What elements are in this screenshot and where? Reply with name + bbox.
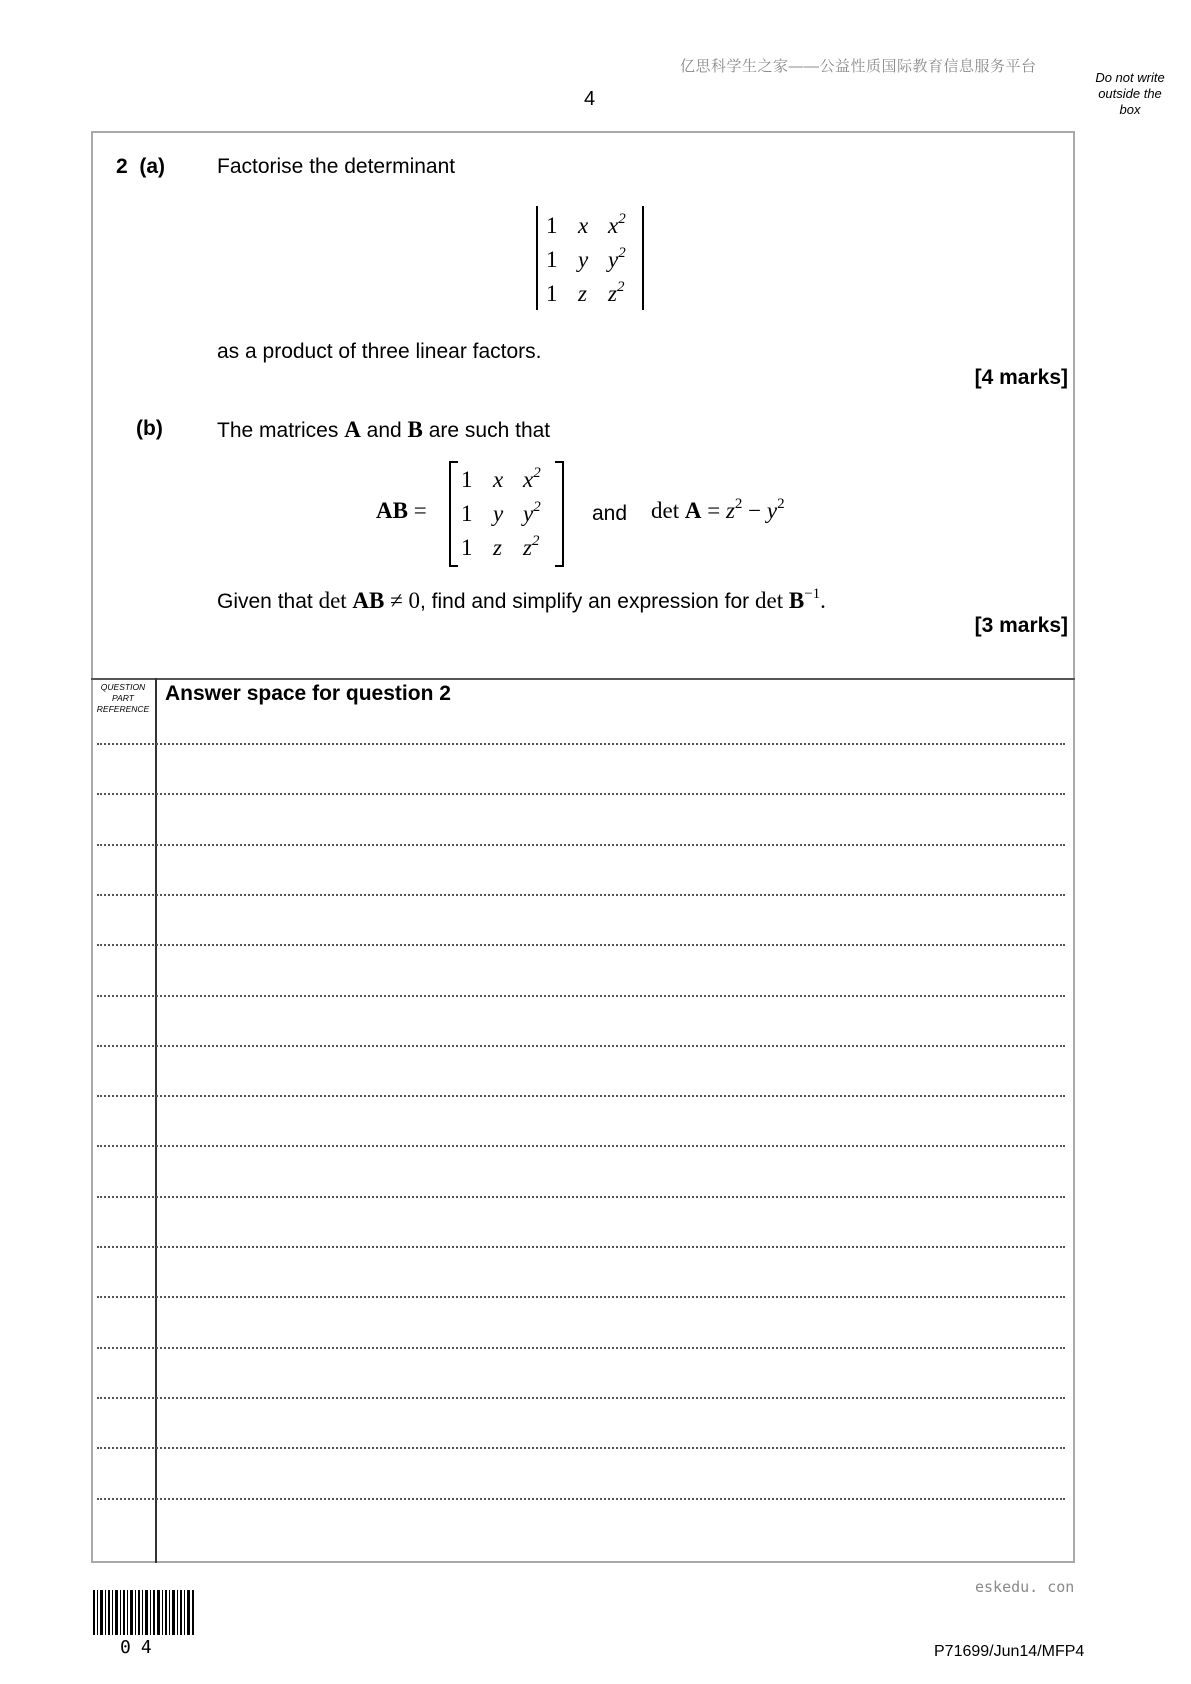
answer-line[interactable]: [97, 793, 1065, 795]
answer-line[interactable]: [97, 1095, 1065, 1097]
matrix-row: [461, 531, 541, 565]
det-a-expression: $\det A = z^2 - y^2$: [651, 496, 785, 523]
watermark-header: 亿思科学生之家——公益性质国际教育信息服务平台: [680, 58, 1037, 75]
answer-line[interactable]: [97, 743, 1065, 745]
margin-note-line: Do not write: [1095, 70, 1165, 85]
matrix-row: [461, 463, 541, 497]
connector-and: and: [592, 502, 628, 525]
matrix-right-bracket: [555, 461, 564, 567]
ref-label-line: PART: [112, 693, 134, 703]
matrix-cell: 1: [461, 535, 473, 560]
footer-site: eskedu. con: [975, 1578, 1075, 1596]
answer-line[interactable]: [97, 844, 1065, 846]
part-a-marks: [4 marks]: [974, 366, 1068, 389]
answer-line[interactable]: [97, 1045, 1065, 1047]
question-part-reference-label: [93, 682, 153, 715]
matrix-row: [461, 497, 541, 531]
matrix-ab: [441, 461, 565, 567]
margin-note-line: box: [1119, 102, 1141, 117]
determinant-left-bar: [536, 206, 538, 310]
answer-line[interactable]: [97, 1347, 1065, 1349]
barcode: [93, 1590, 195, 1635]
det-cell: 1: [546, 213, 558, 238]
matrix-cell: $y^2$: [523, 499, 541, 526]
determinant-right-bar: [642, 206, 644, 310]
answer-line[interactable]: [97, 1196, 1065, 1198]
matrix-cell: $x^2$: [523, 465, 541, 492]
question-number: [116, 155, 165, 179]
answer-line[interactable]: [97, 1145, 1065, 1147]
det-cell: 1: [546, 247, 558, 272]
answer-line[interactable]: [97, 1397, 1065, 1399]
ref-label-line: QUESTION: [100, 682, 146, 692]
matrix-cell: x: [493, 467, 504, 492]
part-b-label: (b): [136, 417, 163, 440]
part-a-after-text: as a product of three linear factors.: [217, 340, 542, 363]
ab-lhs: AB =: [376, 498, 427, 523]
matrix-cell: 1: [461, 501, 473, 526]
matrix-cell: z: [493, 535, 502, 560]
determinant-row: [546, 243, 626, 277]
answer-line[interactable]: [97, 1498, 1065, 1500]
reference-column-divider: [155, 678, 157, 1563]
question-number-value: 2: [116, 155, 128, 178]
matrix-entries: [461, 463, 541, 565]
matrix-cell: 1: [461, 467, 473, 492]
answer-line[interactable]: [97, 944, 1065, 946]
matrix-cell: $z^2$: [523, 533, 540, 560]
part-a-prompt: Factorise the determinant: [217, 155, 456, 178]
matrix-left-bracket: [449, 461, 458, 567]
det-cell: x: [578, 213, 589, 238]
margin-note: [1090, 70, 1170, 118]
answer-line[interactable]: [97, 1246, 1065, 1248]
det-cell: 1: [546, 281, 558, 306]
margin-note-line: outside the: [1098, 86, 1162, 101]
det-cell: $z^2$: [608, 279, 625, 306]
part-b-intro: The matrices A and B are such that: [217, 417, 551, 442]
answer-line[interactable]: [97, 995, 1065, 997]
part-a-label: (a): [139, 155, 166, 178]
determinant-row: [546, 209, 626, 243]
part-b-question: Given that det AB ≠ 0, find and simplify an expression for $\det B^{-1}$.: [217, 586, 826, 613]
answer-line[interactable]: [97, 894, 1065, 896]
paper-code: P71699/Jun14/MFP4: [934, 1643, 1085, 1660]
determinant: [536, 206, 646, 310]
part-b-marks: [3 marks]: [974, 614, 1068, 637]
answer-line[interactable]: [97, 1447, 1065, 1449]
page-number: 4: [584, 88, 596, 110]
det-cell: y: [578, 247, 589, 272]
determinant-row: [546, 277, 626, 311]
answer-space-title: Answer space for question 2: [165, 682, 451, 705]
answer-divider: [91, 678, 1075, 680]
ref-label-line: REFERENCE: [96, 704, 150, 714]
det-cell: $y^2$: [608, 245, 626, 272]
determinant-entries: [546, 209, 626, 311]
det-cell: z: [578, 281, 587, 306]
det-cell: $x^2$: [608, 211, 626, 238]
answer-line[interactable]: [97, 1296, 1065, 1298]
matrix-cell: y: [493, 501, 504, 526]
barcode-number: 04: [120, 1637, 162, 1658]
